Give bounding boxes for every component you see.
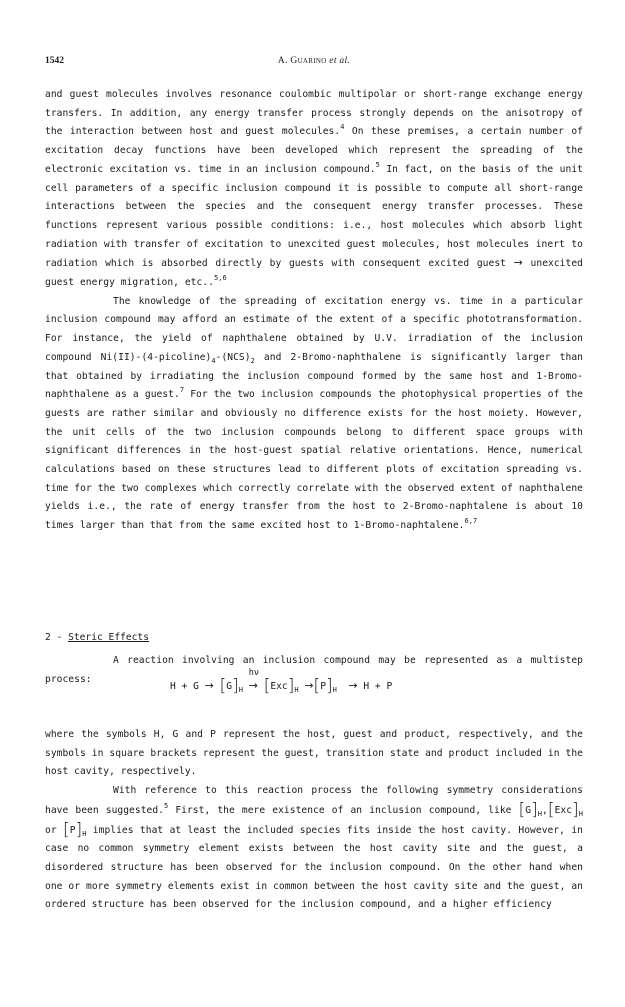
right-bracket-icon: ] [531,799,538,820]
inline-host-sub: H [82,829,87,838]
text-run: First, the mere existence of an inclusion compound, like [168,804,519,816]
page-header [45,56,583,70]
right-bracket-icon: ] [572,799,579,820]
reaction-scheme [170,668,393,716]
section-heading [45,632,149,643]
paragraph-energy-transfer [45,86,583,293]
running-head-authors: A. Guarino [277,56,327,66]
body-text-top [45,86,583,536]
subscript: 2 [250,356,255,365]
right-arrow-icon: → [348,679,358,692]
left-bracket-icon: [ [518,799,526,820]
text-run: and 2-Bromo-naphthalene is significantly larger than that obtained by irradiating the inclusion compound formed by the same host and 1-Bromo-naphthalene as a guest. [45,351,583,401]
scheme-guest: G [226,681,233,692]
ref-superscript: 5,6 [213,274,227,283]
inline-host-sub: H [537,809,543,818]
ref-superscript: 5 [164,801,169,810]
ref-superscript: 4 [340,123,345,132]
text-run: , [542,804,548,816]
text-run: In fact, on the basis of the unit cell parameters of a specific inclusion compound it is possible to compute all short-range interactions between the species and the consequent energy transfer processes. These functions represent various possible conditions: i.e., host molecules which absorb light radiation with transfer of excitation to unexcited guest molecules, host molecules inert to radiation which is absorbed directly by guests with consequent excited guest [45,163,583,270]
left-bracket-icon: [ [263,676,271,696]
section-title: Steric Effects [68,632,149,643]
left-bracket-icon: [ [219,676,227,696]
inline-product: P [69,824,76,836]
left-bracket-icon: [ [313,676,321,696]
photon-label: hν [248,668,259,678]
scheme-product: P [320,681,326,692]
text-run: The knowledge of the spreading of excitation energy vs. time in a particular inclusion compound may afford an estimate of the extent of a specific phototransformation. For instance, the yield of naphthalene obtained by U.V. irradiation of the inclusion compound Ni(II)-(4-picoline) [45,295,583,363]
right-arrow-icon: → [248,679,258,692]
paragraph-symmetry [45,782,583,915]
ref-superscript: 6,7 [464,517,478,526]
text-run: For the two inclusion compounds the photophysical properties of the guests are rather similar and obviously no difference exists for the host moiety. However, the unit cells of the two inclusion compounds belong to different space groups with significant differences in the host-guest spatial relative orientations. Hence, numerical calculations based on these structures lead to different plots of excitation spreading vs. time for the two complexes which correctly correlate with the observed extent of naphthalene yields i.e., the rate of energy transfer from the host to 2-Bromo-naphtalene is about 10 times larger than that from the same excited host to 1-Bromo-naphtalene. [45,389,583,532]
paragraph-symbols: where the symbols H, G and P represent the host, guest and product, respectively, and the symbols in square brackets represent the guest, transition state and product included in the host cavity, respectively. [45,729,583,778]
text-run: -(NCS) [215,351,251,363]
text-run: unexcited guest energy migration, etc.. [45,258,583,289]
scheme-reactants: H + G [170,681,205,692]
section-number: 2 - [45,632,69,643]
scheme-host-sub: H [294,686,299,694]
right-bracket-icon: ] [75,819,83,840]
inline-guest: G [525,804,532,816]
ref-superscript: 5 [375,160,380,169]
text-run: or [45,824,63,836]
scheme-host-sub: H [332,686,337,694]
running-head-etal: et al. [329,56,351,66]
right-bracket-icon: ] [325,676,333,696]
right-bracket-icon: ] [232,676,239,696]
scheme-products: H + P [357,681,393,692]
scheme-host-sub: H [238,686,243,694]
photon-arrow [248,668,259,692]
scheme-exc: Exc [270,681,288,692]
text-run: and guest molecules involves resonance coulombic multipolar or short-range exchange energy transfers. In addition, any energy transfer process strongly depends on the anisotropy of the interaction between host and guest molecules. [45,89,583,138]
left-bracket-icon: [ [547,799,555,820]
inline-host-sub: H [578,809,583,818]
text-run: With reference to this reaction process the following symmetry considerations have been suggested. [45,785,583,816]
right-bracket-icon: ] [287,676,295,696]
subscript: 4 [211,356,216,365]
paragraph-spreading [45,293,583,536]
inline-exc: Exc [554,804,573,816]
body-text-bottom [45,726,583,915]
right-arrow-icon: → [204,679,214,692]
right-arrow-icon: → [304,679,314,692]
running-head [45,56,583,66]
page-number: 1542 [45,56,64,66]
ref-superscript: 7 [179,386,185,395]
right-arrow-icon: → [513,256,523,270]
left-bracket-icon: [ [63,819,70,840]
text-run: On these premises, a certain number of excitation decay functions have been developed which represent the spreading of the electronic excitation vs. time in an inclusion compound. [45,126,583,175]
text-run: implies that at least the included species fits inside the host cavity. However, in case no common symmetry element exists between the host cavity site and the guest, a disordered structure has been observed for the inclusion compound. On the other hand when one or more symmetry elements exist in common between the host cavity site and the guest, an ordered structure has been observed for the inclusion compound, and a higher efficiency [45,824,583,911]
paragraph-multistep: A reaction involving an inclusion compound may be represented as a multistep process: [45,655,583,685]
